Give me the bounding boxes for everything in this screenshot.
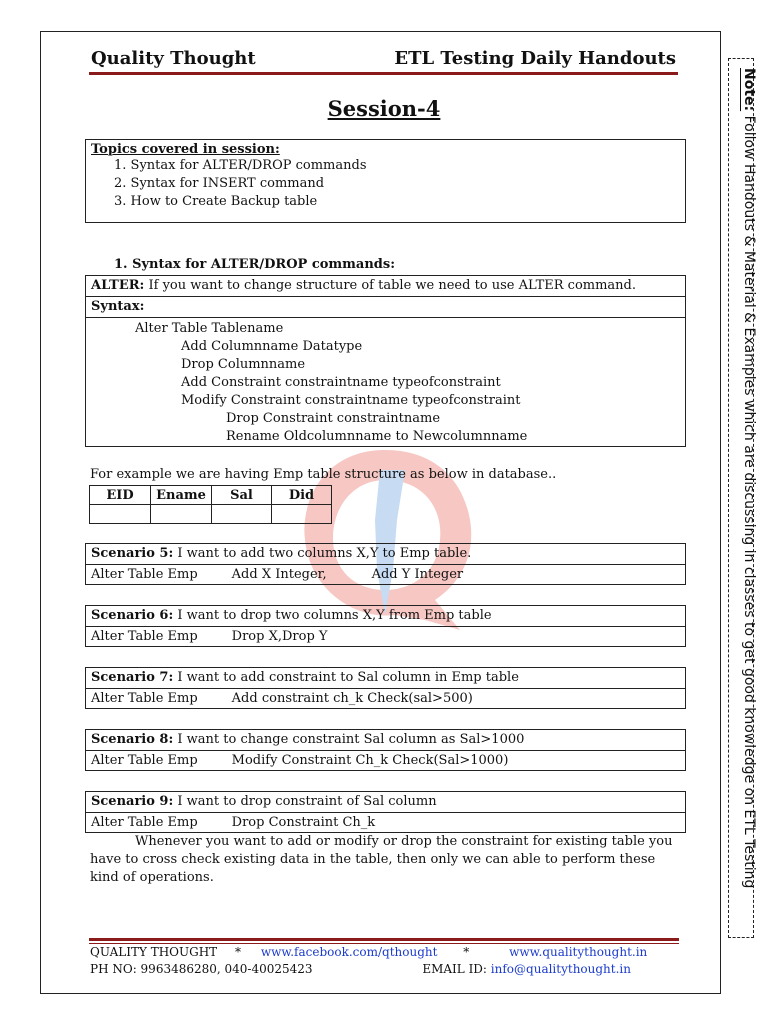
alter-label: ALTER: bbox=[91, 278, 145, 293]
sql-part: Alter Table Emp bbox=[91, 567, 198, 582]
footer-facebook-link[interactable]: www.facebook.com/qthought bbox=[260, 945, 438, 959]
emp-cell bbox=[151, 505, 212, 524]
footer-separator: * bbox=[235, 945, 241, 959]
scenario-label: Scenario 5: bbox=[91, 546, 174, 561]
scenario-sql bbox=[85, 750, 686, 771]
emp-table-header-row bbox=[90, 486, 332, 505]
sql-part: Alter Table Emp bbox=[91, 629, 198, 644]
footer-separator: * bbox=[463, 945, 470, 959]
emp-cell bbox=[90, 505, 151, 524]
topic-item: 2. Syntax for INSERT command bbox=[114, 176, 325, 191]
sql-part: Drop X,Drop Y bbox=[231, 629, 328, 644]
alter-definition-row bbox=[85, 275, 686, 297]
syntax-line: Rename Oldcolumnname to Newcolumnname bbox=[226, 429, 528, 444]
sql-part: Add constraint ch_k Check(sal>500) bbox=[231, 691, 473, 706]
scenario-text: I want to change constraint Sal column as Sal>1000 bbox=[173, 732, 525, 747]
sql-part: Alter Table Emp bbox=[91, 753, 198, 768]
emp-col-header: Did bbox=[272, 486, 332, 505]
syntax-line: Modify Constraint constraintname typeofconstraint bbox=[181, 393, 521, 408]
emp-col-header: EID bbox=[90, 486, 151, 505]
scenario-label: Scenario 7: bbox=[91, 670, 174, 685]
syntax-line: Drop Constraint constraintname bbox=[226, 411, 441, 426]
footer-rule-thin bbox=[89, 943, 679, 944]
emp-cell bbox=[272, 505, 332, 524]
scenario-text: I want to add constraint to Sal column in Emp table bbox=[173, 670, 519, 685]
scenario-heading bbox=[85, 543, 686, 565]
scenario-text: I want to add two columns X,Y to Emp table. bbox=[173, 546, 472, 561]
alter-text: If you want to change structure of table we need to use ALTER command. bbox=[144, 278, 637, 293]
section-heading: 1. Syntax for ALTER/DROP commands: bbox=[114, 257, 396, 272]
scenario-sql bbox=[85, 564, 686, 585]
scenario-heading bbox=[85, 667, 686, 689]
syntax-label-row bbox=[85, 296, 686, 318]
emp-table bbox=[89, 485, 332, 524]
syntax-body bbox=[85, 317, 686, 447]
footer-company: QUALITY THOUGHT bbox=[90, 945, 218, 959]
syntax-line: Add Columnname Datatype bbox=[181, 339, 363, 354]
footer-line-2 bbox=[90, 962, 631, 976]
topic-item: 1. Syntax for ALTER/DROP commands bbox=[114, 158, 367, 173]
footer-email-label: EMAIL ID: bbox=[422, 962, 487, 976]
scenario-heading bbox=[85, 729, 686, 751]
side-note-text bbox=[741, 68, 757, 888]
sql-part: Modify Constraint Ch_k Check(Sal>1000) bbox=[231, 753, 509, 768]
syntax-line: Add Constraint constraintname typeofconstraint bbox=[181, 375, 501, 390]
side-note-body: Follow Handouts & Material & Examples which are discussing in classes to get good knowledge on ETL Testing bbox=[741, 111, 757, 889]
emp-col-header: Ename bbox=[151, 486, 212, 505]
footer-phone: PH NO: 9963486280, 040-40025423 bbox=[90, 962, 313, 976]
topics-heading: Topics covered in session: bbox=[91, 142, 280, 157]
emp-cell bbox=[212, 505, 272, 524]
emp-table-empty-row bbox=[90, 505, 332, 524]
syntax-line: Drop Columnname bbox=[181, 357, 306, 372]
scenario-label: Scenario 8: bbox=[91, 732, 174, 747]
side-note-label: Note: bbox=[741, 68, 757, 112]
scenario-heading bbox=[85, 605, 686, 627]
scenario-label: Scenario 6: bbox=[91, 608, 174, 623]
topics-box bbox=[85, 139, 686, 223]
scenario-text: I want to drop constraint of Sal column bbox=[173, 794, 437, 809]
body-paragraph: Whenever you want to add or modify or drop the constraint for existing table you have to cross check existing data in the table, then only we can able to perform these kind of operations. bbox=[90, 834, 673, 885]
footer-email-link[interactable]: info@qualitythought.in bbox=[490, 962, 631, 976]
scenario-text: I want to drop two columns X,Y from Emp table bbox=[173, 608, 492, 623]
header-right-title: ETL Testing Daily Handouts bbox=[394, 48, 676, 69]
scenario-sql bbox=[85, 812, 686, 833]
sql-part: Add X Integer, bbox=[231, 567, 327, 582]
emp-col-header: Sal bbox=[212, 486, 272, 505]
scenario-label: Scenario 9: bbox=[91, 794, 174, 809]
sql-part: Drop Constraint Ch_k bbox=[231, 815, 376, 830]
scenario-sql bbox=[85, 626, 686, 647]
sql-part: Add Y Integer bbox=[371, 567, 464, 582]
syntax-label: Syntax: bbox=[91, 299, 145, 314]
footer-line-1 bbox=[90, 945, 647, 959]
sql-part: Alter Table Emp bbox=[91, 691, 198, 706]
header-rule bbox=[89, 72, 678, 75]
footer-website-link[interactable]: www.qualitythought.in bbox=[509, 945, 648, 959]
header-left-title: Quality Thought bbox=[91, 48, 256, 69]
topic-item: 3. How to Create Backup table bbox=[114, 194, 318, 209]
sql-part: Alter Table Emp bbox=[91, 815, 198, 830]
scenario-sql bbox=[85, 688, 686, 709]
footer-rule bbox=[89, 938, 679, 941]
scenario-heading bbox=[85, 791, 686, 813]
syntax-line: Alter Table Tablename bbox=[135, 321, 284, 336]
session-title: Session-4 bbox=[327, 96, 441, 121]
example-text: For example we are having Emp table structure as below in database.. bbox=[90, 467, 557, 482]
